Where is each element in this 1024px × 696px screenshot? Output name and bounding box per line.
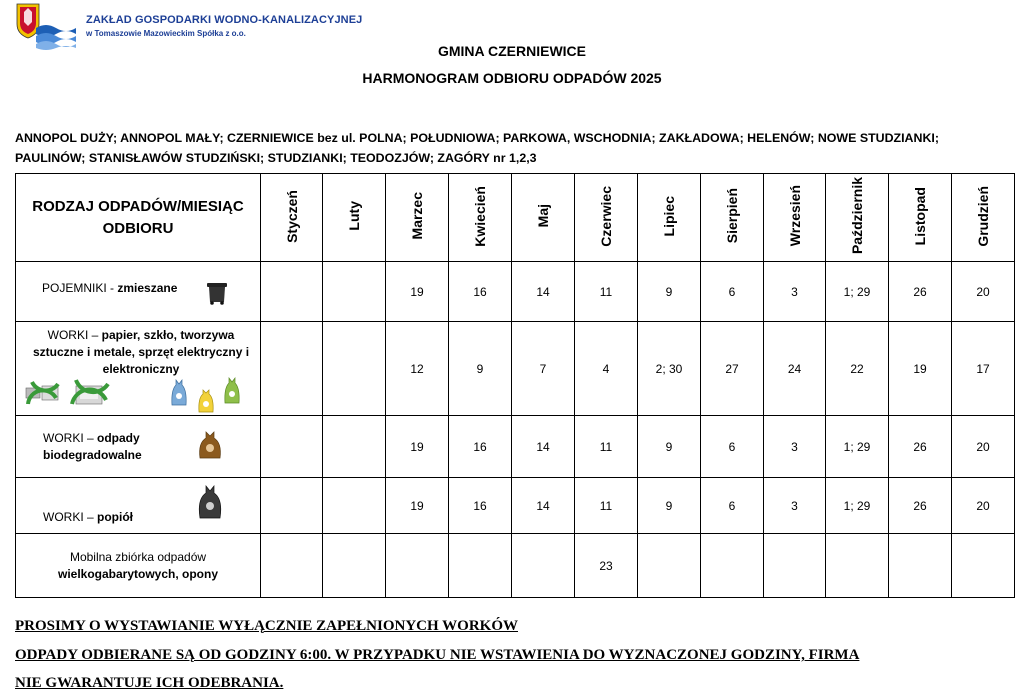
bag-icon xyxy=(170,378,188,408)
date-cell: 26 xyxy=(889,478,952,534)
row-label-prefix: WORKI – xyxy=(43,510,98,524)
date-cell: 14 xyxy=(512,478,575,534)
month-header xyxy=(323,174,386,262)
date-cell: 2; 30 xyxy=(638,322,701,416)
row-label-type: papier, szkło, tworzywa sztuczne i metale, sprzęt elektryczny i elektroniczny xyxy=(32,328,250,376)
header-waste-type: RODZAJ ODPADÓW/MIESIĄC ODBIORU xyxy=(16,174,261,262)
date-cell xyxy=(323,322,386,416)
month-label: Maj xyxy=(535,204,551,228)
month-label: Kwiecień xyxy=(472,185,488,247)
row-label xyxy=(16,262,261,322)
month-label: Czerwiec xyxy=(598,185,614,247)
row-label xyxy=(16,534,261,598)
date-cell: 9 xyxy=(638,478,701,534)
row-label-prefix: WORKI – xyxy=(47,328,102,342)
company-name-line2: w Tomaszowie Mazowieckim Spółka z o.o. xyxy=(86,28,246,38)
row-label-prefix: WORKI – xyxy=(43,431,98,445)
month-header xyxy=(261,174,323,262)
date-cell: 1; 29 xyxy=(826,262,889,322)
date-cell: 19 xyxy=(386,478,449,534)
date-cell xyxy=(512,534,575,598)
row-label xyxy=(16,322,261,416)
date-cell xyxy=(261,416,323,478)
date-cell: 19 xyxy=(889,322,952,416)
month-label: Sierpień xyxy=(724,188,740,244)
date-cell: 24 xyxy=(764,322,826,416)
month-header xyxy=(826,174,889,262)
date-cell: 1; 29 xyxy=(826,416,889,478)
date-cell: 6 xyxy=(701,416,764,478)
date-cell xyxy=(261,262,323,322)
row-label-prefix: Mobilna zbiórka odpadów xyxy=(69,549,207,564)
date-cell: 14 xyxy=(512,416,575,478)
row-label-type: zmieszane xyxy=(117,281,178,295)
date-cell: 6 xyxy=(701,478,764,534)
row-label-type: popiół xyxy=(97,510,134,524)
date-cell xyxy=(323,534,386,598)
date-cell: 9 xyxy=(449,322,512,416)
date-cell: 14 xyxy=(512,262,575,322)
date-cell: 3 xyxy=(764,262,826,322)
date-cell: 9 xyxy=(638,262,701,322)
table-row xyxy=(16,478,1015,534)
date-cell: 17 xyxy=(952,322,1015,416)
date-cell: 4 xyxy=(575,322,638,416)
month-header xyxy=(575,174,638,262)
date-cell: 22 xyxy=(826,322,889,416)
date-cell xyxy=(764,534,826,598)
company-name-line1: ZAKŁAD GOSPODARKI WODNO-KANALIZACYJNEJ xyxy=(86,14,363,26)
row-label-type: wielkogabarytowych, opony xyxy=(57,566,219,581)
date-cell xyxy=(826,534,889,598)
date-cell xyxy=(701,534,764,598)
table-row xyxy=(16,322,1015,416)
month-header xyxy=(889,174,952,262)
month-label: Marzec xyxy=(409,192,425,240)
notice-line-1: PROSIMY O WYSTAWIANIE WYŁĄCZNIE ZAPEŁNIONYCH WORKÓW xyxy=(15,618,518,634)
notice-line-3: NIE GWARANTUJE ICH ODEBRANIA. xyxy=(15,675,284,691)
bin-icon xyxy=(206,281,228,305)
month-header xyxy=(386,174,449,262)
bag-icon xyxy=(222,376,242,406)
date-cell: 12 xyxy=(386,322,449,416)
month-header xyxy=(764,174,826,262)
company-name xyxy=(86,14,362,39)
date-cell: 16 xyxy=(449,262,512,322)
month-label: Lipiec xyxy=(661,195,677,237)
date-cell: 16 xyxy=(449,478,512,534)
month-label: Październik xyxy=(849,177,865,255)
schedule-table xyxy=(15,173,1015,598)
page-title: GMINA CZERNIEWICE xyxy=(437,43,587,59)
date-cell xyxy=(323,416,386,478)
table-row xyxy=(16,416,1015,478)
date-cell xyxy=(638,534,701,598)
row-label-type: odpady biodegradowalne xyxy=(43,431,142,462)
date-cell xyxy=(261,322,323,416)
month-label: Listopad xyxy=(912,186,928,246)
date-cell: 3 xyxy=(764,478,826,534)
recycle-icon xyxy=(22,374,64,412)
month-label: Styczeń xyxy=(283,189,300,243)
date-cell xyxy=(261,478,323,534)
month-header xyxy=(638,174,701,262)
date-cell: 7 xyxy=(512,322,575,416)
date-cell: 20 xyxy=(952,416,1015,478)
date-cell xyxy=(323,478,386,534)
date-cell xyxy=(261,534,323,598)
table-row xyxy=(16,262,1015,322)
date-cell: 26 xyxy=(889,416,952,478)
row-label xyxy=(16,416,261,478)
date-cell xyxy=(323,262,386,322)
month-header xyxy=(449,174,512,262)
date-cell: 6 xyxy=(701,262,764,322)
recycle-icon xyxy=(68,374,112,412)
bag-icon xyxy=(196,484,224,520)
row-label xyxy=(16,478,261,534)
month-label: Grudzień xyxy=(975,185,991,247)
date-cell: 19 xyxy=(386,416,449,478)
month-header xyxy=(952,174,1015,262)
month-label: Wrzesień xyxy=(786,185,803,247)
date-cell: 19 xyxy=(386,262,449,322)
date-cell: 16 xyxy=(449,416,512,478)
date-cell: 3 xyxy=(764,416,826,478)
table-row xyxy=(16,534,1015,598)
date-cell: 23 xyxy=(575,534,638,598)
date-cell: 11 xyxy=(575,262,638,322)
date-cell: 20 xyxy=(952,262,1015,322)
month-label: Luty xyxy=(346,201,362,231)
date-cell xyxy=(449,534,512,598)
date-cell: 11 xyxy=(575,478,638,534)
service-areas: ANNOPOL DUŻY; ANNOPOL MAŁY; CZERNIEWICE bez ul. POLNA; POŁUDNIOWA; PARKOWA, WSCHODNIA; ZAKŁADOWA; HELENÓW; NOWE STUDZIANKI; PAULINÓW; STANISŁAWÓW STUDZIŃSKI; STUDZIANKI; TEODOZJÓW; ZAGÓRY nr 1,2,3 xyxy=(15,131,939,165)
bag-icon xyxy=(196,430,224,460)
page-subtitle: HARMONOGRAM ODBIORU ODPADÓW 2025 xyxy=(362,70,662,86)
date-cell xyxy=(952,534,1015,598)
table-header-row xyxy=(16,174,1015,262)
date-cell: 1; 29 xyxy=(826,478,889,534)
month-header xyxy=(701,174,764,262)
date-cell: 26 xyxy=(889,262,952,322)
date-cell: 27 xyxy=(701,322,764,416)
row-label-prefix: POJEMNIKI - xyxy=(42,281,118,295)
month-header xyxy=(512,174,575,262)
date-cell: 11 xyxy=(575,416,638,478)
date-cell: 20 xyxy=(952,478,1015,534)
date-cell xyxy=(386,534,449,598)
date-cell: 9 xyxy=(638,416,701,478)
bag-icon xyxy=(196,388,216,414)
notice-line-2: ODPADY ODBIERANE SĄ OD GODZINY 6:00. W PRZYPADKU NIE WSTAWIENIA DO WYZNACZONEJ GODZINY, FIRMA xyxy=(15,647,860,663)
date-cell xyxy=(889,534,952,598)
